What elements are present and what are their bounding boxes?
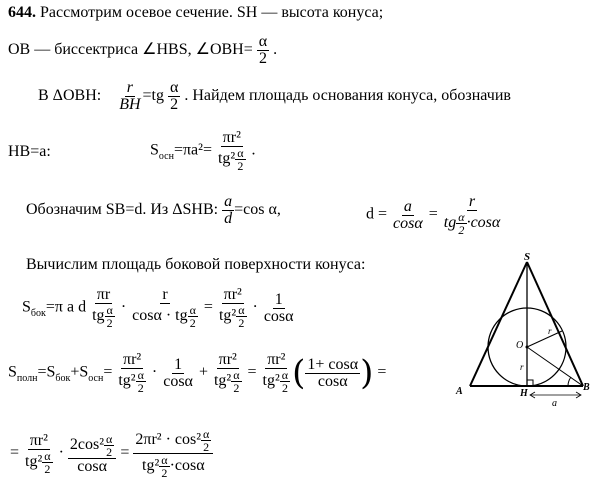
problem-line-4 <box>8 143 51 161</box>
base-area-formula: $S_{осн}=\pi a^2=$ πr² tg² $\frac{\alpha}{2}$ . <box>150 129 256 173</box>
line1-text: Рассмотрим осевое сечение. SH — высота конуса; <box>40 4 384 21</box>
d-formula: d = $\frac{a}{\cos\alpha}$ = r tg $\frac{\alpha}{2}$ ·cosα <box>366 193 501 237</box>
problem-line-1 <box>8 4 383 22</box>
period: . <box>273 41 278 59</box>
alpha-over-2-b: $\frac{\alpha}{2}$ <box>169 79 179 113</box>
lateral-area-formula: $S_{бок}=\pi$ a d πr tg $\frac{\alpha}{2}$ · r cosα · tg $\frac{\alpha}{2}$ = πr² tg² $\frac{\alpha}{2}$ · $\frac{1}{\cos\alpha}$ <box>22 286 294 330</box>
problem-line-2 <box>8 34 277 67</box>
line5-text: Обозначим SB=d. Из ΔSHB: <box>26 201 219 219</box>
line2-text: OB — биссектриса ∠HBS, ∠OBH= <box>8 41 253 59</box>
line3-start: В ΔOBH: <box>38 87 102 105</box>
side-SB <box>527 262 583 386</box>
label-O: O <box>516 340 524 351</box>
cone-section-figure <box>440 250 590 410</box>
center-O <box>526 346 529 349</box>
label-B: B <box>583 382 590 393</box>
line3-end: . Найдем площадь основания конуса, обозначив <box>184 87 511 105</box>
problem-line-3 <box>38 80 511 113</box>
radius-to-side <box>527 331 562 347</box>
label-r-top: r <box>548 326 552 336</box>
problem-number: 644. <box>8 4 36 21</box>
angle-arc-B <box>568 377 571 386</box>
label-A: A <box>456 386 463 397</box>
side-SA <box>470 262 527 386</box>
label-r-left: r <box>520 362 524 372</box>
line6-text: Вычислим площадь боковой поверхности конуса: <box>26 256 366 273</box>
total-area-formula: $S_{полн}=S_{бок}+S_{осн}=$ πr² tg² $\frac{\alpha}{2}$ · $\frac{1}{\cos\alpha}$ + πr² tg² $\frac{\alpha}{2}$ = πr² tg² $\frac{\alpha}{2}$ ( $\frac{1+ \cos\alpha}{\cos\alpha}$ ) = <box>8 351 387 395</box>
label-a: a <box>552 398 557 409</box>
problem-line-6 <box>26 256 365 274</box>
final-formula: = πr² tg² $\frac{\alpha}{2}$ · 2cos² $\frac{\alpha}{2}$ cosα = 2πr² · cos² $\frac{\alpha}{2}$ tg² $\frac{\alpha}{2}$ ·cosα <box>10 428 213 479</box>
problem-line-5: Обозначим SB=d. Из ΔSHB: $\frac{a}{d}$ =cos α, <box>26 193 281 227</box>
label-H: H <box>520 388 528 399</box>
a-over-d: $\frac{a}{d}$ <box>224 193 233 227</box>
r-over-BH: $\frac{r}{BH}$ <box>119 79 141 113</box>
eq-tg: =tg <box>142 87 164 105</box>
line4-start: HB=a: <box>8 143 51 160</box>
alpha-over-2: $\frac{\alpha}{2}$ <box>258 33 268 67</box>
label-S: S <box>524 251 531 263</box>
pi-r2-over-tg2: πr² tg² $\frac{\alpha}{2}$ <box>217 129 244 173</box>
